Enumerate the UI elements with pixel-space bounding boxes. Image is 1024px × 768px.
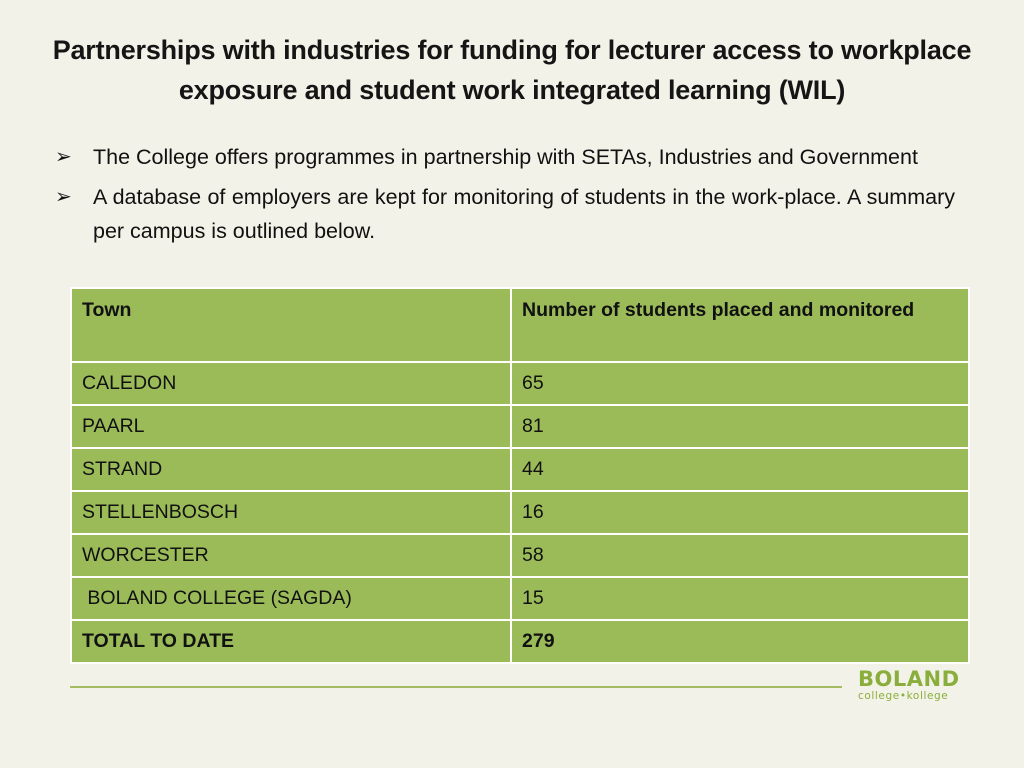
header-students: Number of students placed and monitored: [511, 288, 969, 362]
town-cell: BOLAND COLLEGE (SAGDA): [71, 577, 511, 620]
town-cell: STELLENBOSCH: [71, 491, 511, 534]
bullet-list: [55, 140, 955, 254]
bullet-text: The College offers programmes in partnership with SETAs, Industries and Government: [93, 145, 918, 169]
table-row: [71, 577, 969, 620]
count-cell: 16: [511, 491, 969, 534]
logo-brand: BOLAND: [858, 667, 960, 691]
boland-logo: [858, 668, 970, 703]
table-row: [71, 534, 969, 577]
town-cell: CALEDON: [71, 362, 511, 405]
footer-divider: [70, 686, 842, 688]
count-cell: 58: [511, 534, 969, 577]
bullet-text: A database of employers are kept for monitoring of students in the work-place. A summary per campus is outlined below.: [93, 185, 955, 243]
count-cell: 44: [511, 448, 969, 491]
count-cell: 15: [511, 577, 969, 620]
table-row: [71, 405, 969, 448]
table-header-row: [71, 288, 969, 362]
table-row: [71, 448, 969, 491]
table-row: [71, 362, 969, 405]
slide-title: Partnerships with industries for funding for lecturer access to workplace exposure and student work integrated learning (WIL): [52, 35, 972, 105]
bullet-item: [55, 140, 955, 174]
arrow-bullet-icon: ➢: [55, 186, 72, 208]
table-row: [71, 491, 969, 534]
bullet-item: [55, 180, 955, 248]
count-cell: 65: [511, 362, 969, 405]
total-row: [71, 620, 969, 663]
town-cell: PAARL: [71, 405, 511, 448]
campus-summary-table: [70, 287, 970, 664]
count-cell: 81: [511, 405, 969, 448]
arrow-bullet-icon: ➢: [55, 146, 72, 168]
total-value: 279: [511, 620, 969, 663]
total-label: TOTAL TO DATE: [71, 620, 511, 663]
town-cell: STRAND: [71, 448, 511, 491]
logo-subtitle: college•kollege: [858, 690, 949, 702]
town-cell: WORCESTER: [71, 534, 511, 577]
header-town: Town: [71, 288, 511, 362]
